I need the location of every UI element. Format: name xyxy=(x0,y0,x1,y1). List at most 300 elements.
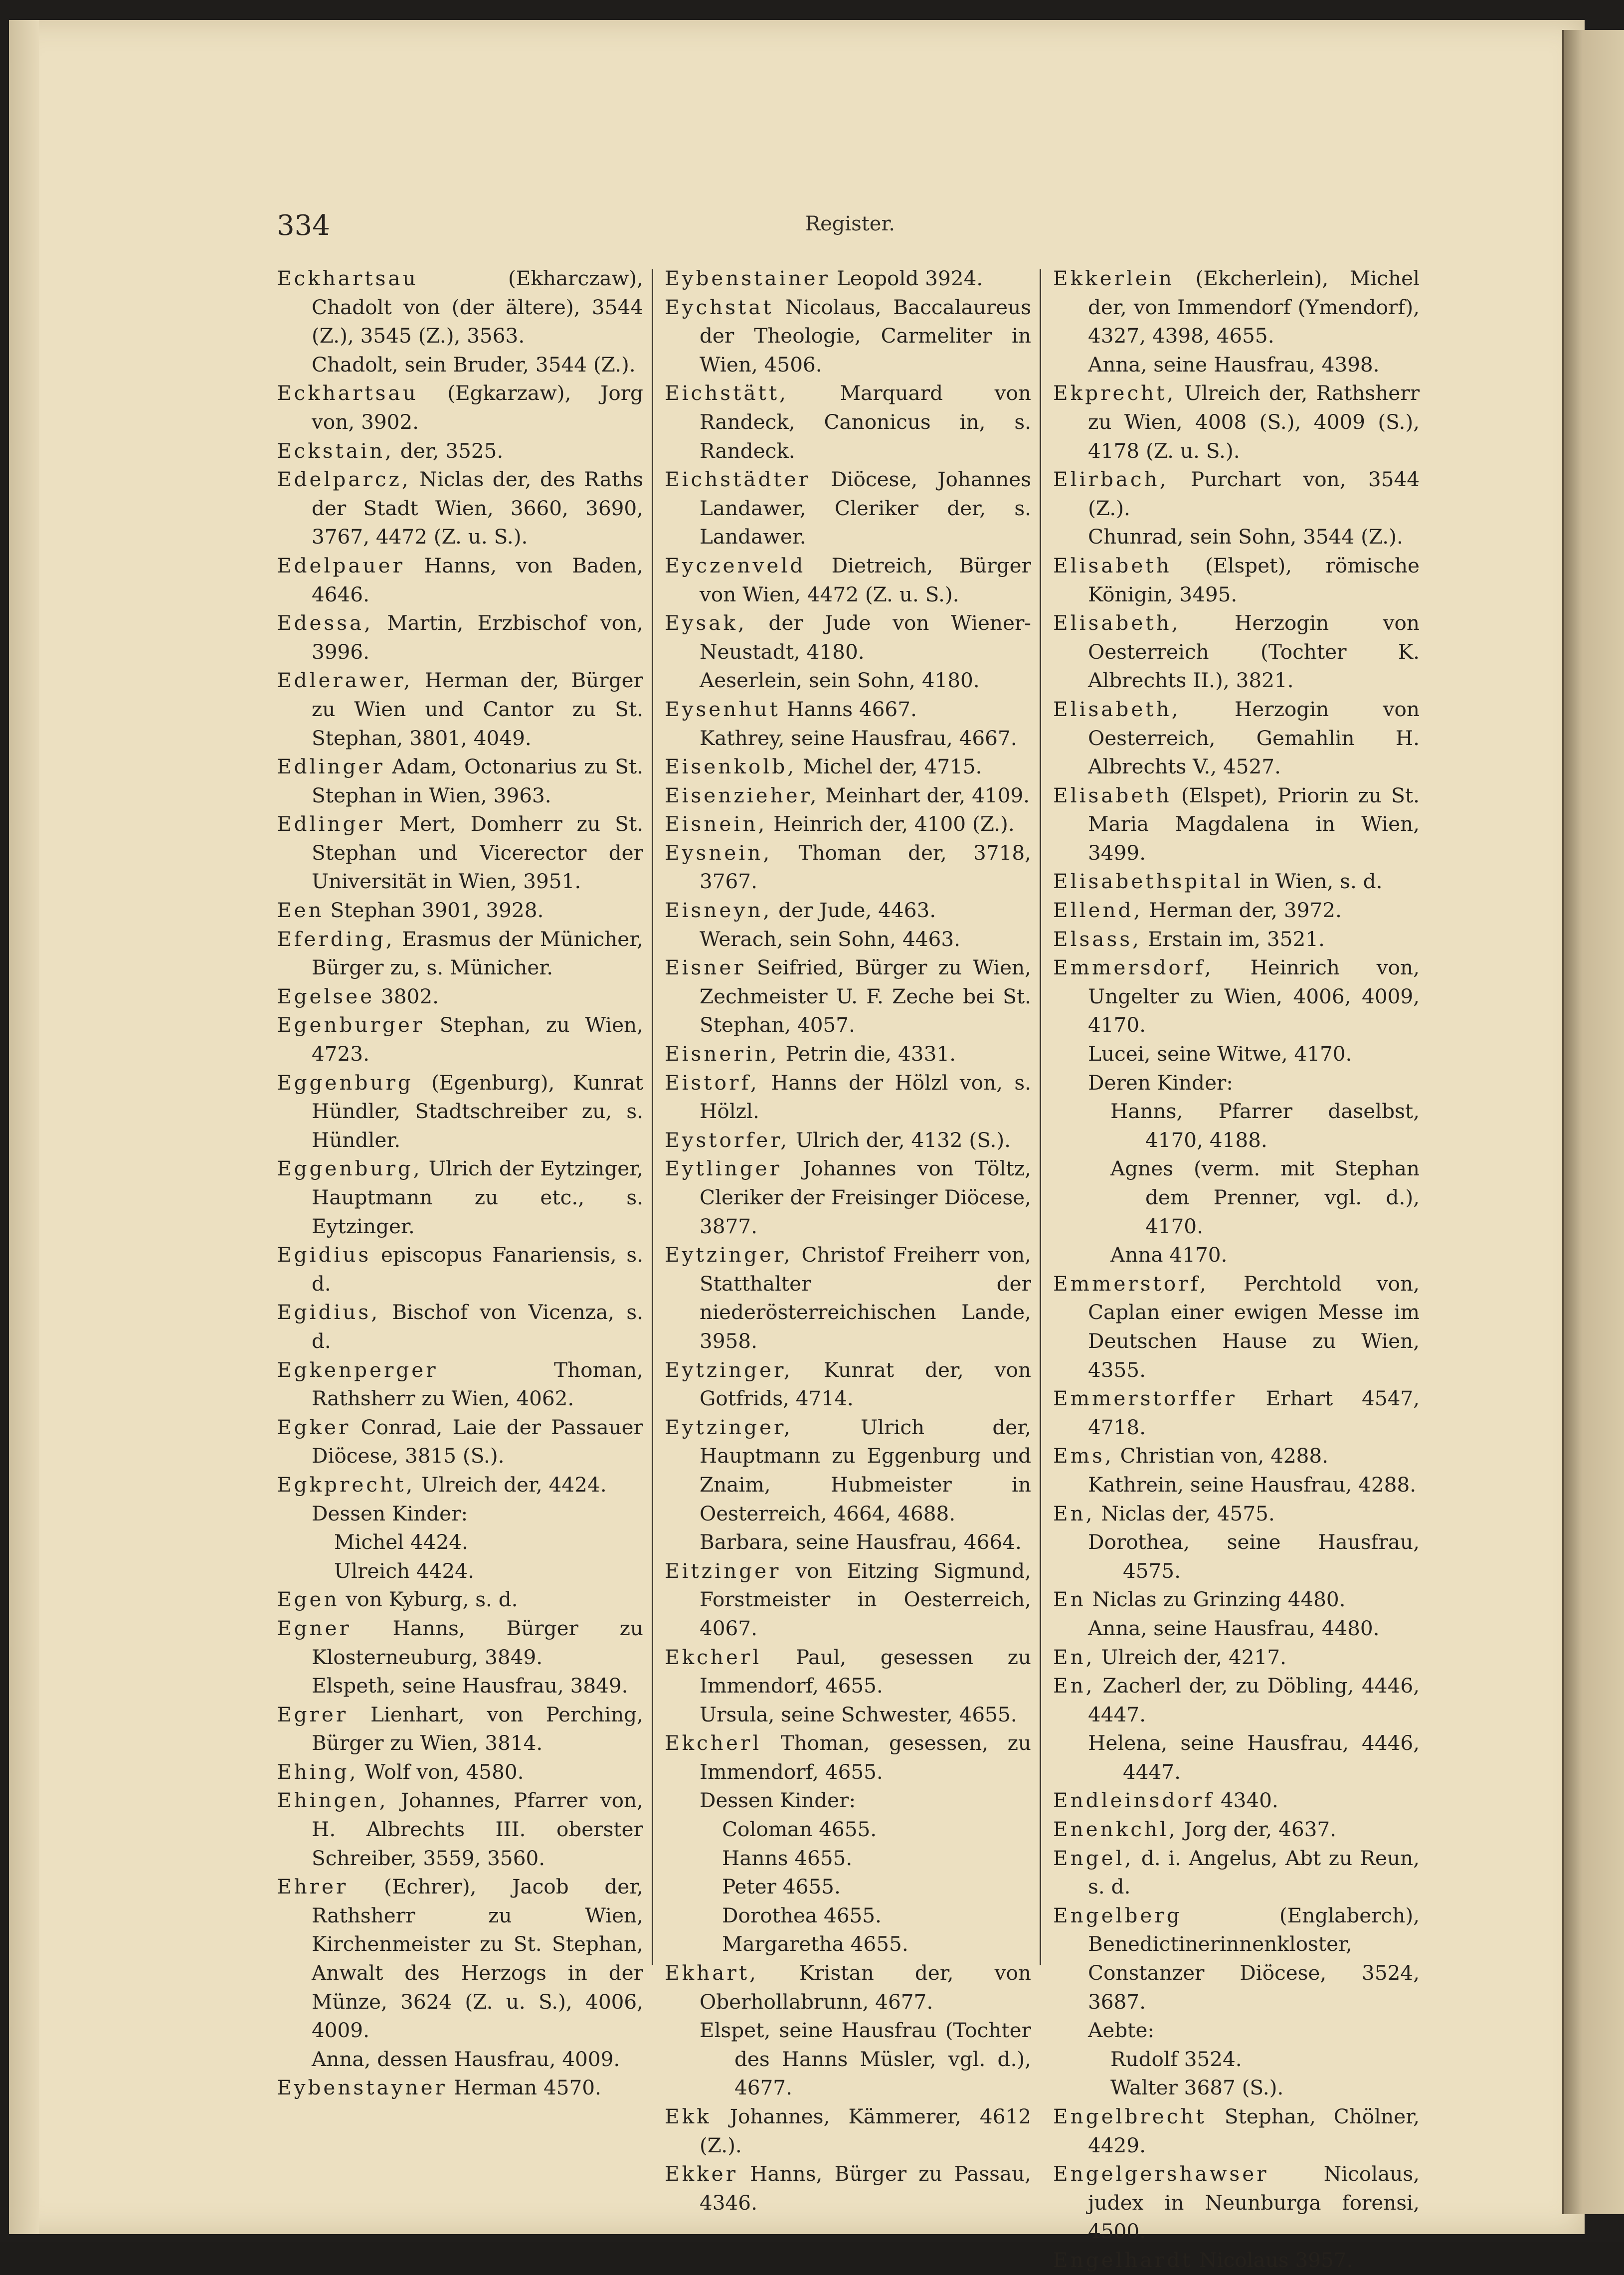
entry-text: Ulrich der, Hauptmann zu Eggenburg und Znaim, Hubmeister in Oesterreich, 4664, 4688. xyxy=(700,1415,1031,1525)
index-entry xyxy=(665,2102,1031,2160)
index-entry xyxy=(665,781,1031,810)
index-entry xyxy=(1053,896,1420,925)
entry-text: Paul, gesessen zu Immendorf, 4655. xyxy=(700,1645,1031,1698)
entry-text: Purchart von, 3544 (Z.). xyxy=(1088,467,1420,520)
entry-text: Stephan 3901, 3928. xyxy=(324,898,544,923)
entry-headword: Eychstat xyxy=(665,295,774,319)
index-subentry xyxy=(1053,1069,1420,1098)
entry-text: Seifried, Bürger zu Wien, Zechmeister U. F. Zeche bei St. Stephan, 4057. xyxy=(700,955,1031,1037)
entry-headword: En xyxy=(1053,1587,1086,1612)
entry-text: Petrin die, 4331. xyxy=(779,1042,956,1066)
entry-headword: Elisabeth xyxy=(1053,553,1172,577)
entry-text: Johannes, Kämmerer, 4612 (Z.). xyxy=(700,2104,1031,2157)
entry-text: (Egkarzaw), Jorg von, 3902. xyxy=(312,381,643,434)
entry-headword: Eisenzieher, xyxy=(665,783,819,807)
entry-headword: Engel, xyxy=(1053,1846,1134,1870)
entry-text: Herzogin von Oesterreich, Gemahlin H. Albrechts V., 4527. xyxy=(1088,697,1420,779)
entry-text: Deren Kinder: xyxy=(1088,1070,1233,1095)
entry-text: Rudolf 3524. xyxy=(1110,2047,1242,2071)
index-entry xyxy=(277,1356,643,1413)
entry-headword: Eisner xyxy=(665,955,746,980)
entry-text: Ursula, seine Schwester, 4655. xyxy=(700,1702,1017,1726)
entry-headword: Engelberg xyxy=(1053,1903,1182,1927)
entry-text: Mert, Domherr zu St. Stephan und Vicerector der Universität in Wien, 3951. xyxy=(312,812,643,894)
index-entry xyxy=(277,666,643,753)
entry-headword: Egker xyxy=(277,1415,351,1439)
entry-headword: Emmersdorf, xyxy=(1053,955,1214,980)
index-subentry xyxy=(1053,1614,1420,1643)
entry-headword: Ekcherl xyxy=(665,1731,762,1755)
entry-headword: Eytlinger xyxy=(665,1156,782,1181)
index-column-2 xyxy=(665,264,1031,2217)
entry-headword: Eystorfer, xyxy=(665,1128,789,1152)
entry-headword: Eckhartsau xyxy=(277,266,418,290)
entry-text: Kristan der, von Oberhollabrunn, 4677. xyxy=(700,1961,1031,2014)
next-page-edge xyxy=(1562,30,1624,2214)
index-entry xyxy=(665,695,1031,724)
index-entry xyxy=(1053,609,1420,695)
index-entry xyxy=(277,437,643,466)
index-subentry xyxy=(1053,1154,1420,1241)
entry-headword: Egidius xyxy=(277,1243,371,1267)
entry-headword: Ehrer xyxy=(277,1875,349,1899)
entry-text: Stephan, zu Wien, 4723. xyxy=(312,1013,643,1066)
index-subentry xyxy=(1053,1040,1420,1069)
entry-text: Christian von, 4288. xyxy=(1113,1444,1329,1468)
entry-text: Werach, sein Sohn, 4463. xyxy=(700,927,960,951)
index-entry xyxy=(1053,1643,1420,1672)
index-entry xyxy=(277,379,643,436)
index-entry xyxy=(277,1614,643,1672)
entry-headword: Engelbrecht xyxy=(1053,2104,1207,2128)
index-subentry xyxy=(665,724,1031,753)
index-entry xyxy=(277,1154,643,1241)
index-entry xyxy=(1053,695,1420,781)
entry-headword: Ekcherl xyxy=(665,1645,762,1669)
entry-text: Herman der, Bürger zu Wien und Cantor zu St. Stephan, 3801, 4049. xyxy=(312,668,643,750)
entry-text: der Jude, 4463. xyxy=(772,898,936,923)
entry-text: Marquard von Randeck, Canonicus in, s. Randeck. xyxy=(700,381,1031,463)
index-entry xyxy=(665,753,1031,781)
entry-headword: Ellend, xyxy=(1053,898,1143,923)
index-subentry xyxy=(665,1930,1031,1959)
entry-headword: Ehingen, xyxy=(277,1788,388,1813)
entry-headword: Eysenhut xyxy=(665,697,780,721)
entry-text: Elspeth, seine Hausfrau, 3849. xyxy=(312,1674,628,1698)
entry-headword: En, xyxy=(1053,1674,1095,1698)
entry-text: d. i. Angelus, Abt zu Reun, s. d. xyxy=(1088,1846,1420,1899)
index-entry xyxy=(1053,953,1420,1040)
index-subentry xyxy=(277,1500,643,1528)
entry-headword: Eistorf, xyxy=(665,1070,759,1095)
entry-text: (Elspet), Priorin zu St. Maria Magdalena in Wien, 3499. xyxy=(1088,783,1420,865)
index-entry xyxy=(665,1557,1031,1643)
entry-text: (Elspet), römische Königin, 3495. xyxy=(1088,553,1420,606)
index-entry xyxy=(1053,1672,1420,1729)
entry-headword: Engelhardt xyxy=(1053,2248,1193,2272)
entry-text: Anna 4170. xyxy=(1110,1243,1228,1267)
entry-text: Peter 4655. xyxy=(722,1875,841,1899)
page-number: 334 xyxy=(277,209,330,242)
entry-headword: Eckhartsau xyxy=(277,381,418,405)
index-entry xyxy=(665,293,1031,379)
entry-text: von Kyburg, s. d. xyxy=(339,1587,518,1612)
index-subentry xyxy=(665,1786,1031,1815)
entry-text: Helena, seine Hausfrau, 4446, 4447. xyxy=(1088,1731,1420,1784)
index-entry xyxy=(277,609,643,666)
index-subentry xyxy=(1053,351,1420,379)
entry-text: Dessen Kinder: xyxy=(700,1788,856,1813)
entry-text: Stephan, Chölner, 4429. xyxy=(1088,2104,1420,2157)
index-entry xyxy=(665,896,1031,925)
entry-text: 3802. xyxy=(374,984,439,1008)
entry-text: Diöcese, Johannes Landawer, Cleriker der, s. Landawer. xyxy=(700,467,1031,549)
entry-headword: Elisabeth, xyxy=(1053,611,1181,635)
entry-text: Nicolaus, judex in Neunburga forensi, 4500. xyxy=(1088,2162,1420,2244)
entry-text: Kunrat der, von Gotfrids, 4714. xyxy=(700,1357,1031,1411)
entry-headword: Eisneyn, xyxy=(665,898,772,923)
index-entry xyxy=(1053,1901,1420,2016)
index-entry xyxy=(665,839,1031,896)
entry-text: Leopold 3924. xyxy=(830,266,983,290)
entry-text: Ulreich 4424. xyxy=(334,1558,474,1583)
index-entry xyxy=(1053,1585,1420,1614)
column-rule xyxy=(652,269,653,1965)
index-subentry xyxy=(1053,523,1420,552)
index-entry xyxy=(1053,264,1420,351)
entry-text: Hanns 4655. xyxy=(722,1846,853,1870)
entry-text: Thoman, gesessen, zu Immendorf, 4655. xyxy=(700,1731,1031,1784)
entry-text: Johannes, Pfarrer von, H. Albrechts III. oberster Schreiber, 3559, 3560. xyxy=(312,1788,643,1870)
entry-text: Hanns, Pfarrer daselbst, 4170, 4188. xyxy=(1110,1099,1420,1152)
index-entry xyxy=(277,925,643,982)
entry-headword: Eybenstayner xyxy=(277,2076,447,2100)
entry-text: Ulrich der, 4132 (S.). xyxy=(789,1128,1011,1152)
index-subentry xyxy=(1053,1528,1420,1585)
entry-headword: Edlerawer, xyxy=(277,668,413,693)
index-entry xyxy=(665,1154,1031,1241)
entry-headword: Eichstädter xyxy=(665,467,811,492)
entry-text: Kathrey, seine Hausfrau, 4667. xyxy=(700,726,1017,750)
entry-text: (Ekcherlein), Michel der, von Immendorf (Ymendorf), 4327, 4398, 4655. xyxy=(1088,266,1420,348)
entry-headword: Eggenburg, xyxy=(277,1156,422,1181)
index-subentry xyxy=(665,1901,1031,1930)
index-entry xyxy=(277,753,643,810)
entry-headword: Ehing, xyxy=(277,1759,359,1784)
entry-text: Dietreich, Bürger von Wien, 4472 (Z. u. S.). xyxy=(700,553,1031,606)
index-entry xyxy=(665,1241,1031,1355)
entry-headword: Ems, xyxy=(1053,1444,1114,1468)
entry-text: Meinhart der, 4109. xyxy=(819,783,1030,807)
entry-headword: Enenkchl, xyxy=(1053,1817,1178,1842)
entry-text: Coloman 4655. xyxy=(722,1817,877,1842)
entry-text: Conrad, Laie der Passauer Diöcese, 3815 (S.). xyxy=(312,1415,643,1468)
index-entry xyxy=(277,1471,643,1500)
index-entry xyxy=(665,1959,1031,2016)
index-entry xyxy=(665,1126,1031,1155)
entry-headword: Ekhart, xyxy=(665,1961,758,1985)
index-entry xyxy=(1053,1815,1420,1844)
entry-text: Erasmus der Münicher, Bürger zu, s. Münicher. xyxy=(312,927,643,980)
entry-text: von Eitzing Sigmund, Forstmeister in Oesterreich, 4067. xyxy=(700,1558,1031,1640)
index-entry xyxy=(277,896,643,925)
entry-text: Herman 4570. xyxy=(447,2076,601,2100)
entry-text: Anna, seine Hausfrau, 4398. xyxy=(1088,352,1380,377)
entry-headword: Edelpauer xyxy=(277,553,405,577)
index-column-1 xyxy=(277,264,643,2102)
entry-headword: Eggenburg xyxy=(277,1070,413,1095)
index-entry xyxy=(277,2074,643,2102)
index-entry xyxy=(1053,1442,1420,1471)
entry-headword: Eytzinger, xyxy=(665,1243,793,1267)
entry-headword: Eitzinger xyxy=(665,1558,781,1583)
index-subentry xyxy=(1053,1097,1420,1154)
entry-text: Aeserlein, sein Sohn, 4180. xyxy=(700,668,980,693)
entry-text: Ulrich der Eytzinger, Hauptmann zu etc., s. Eytzinger. xyxy=(312,1156,643,1238)
entry-text: Michel der, 4715. xyxy=(796,755,982,779)
index-entry xyxy=(277,1758,643,1787)
index-entry xyxy=(277,552,643,609)
index-subentry xyxy=(1053,1241,1420,1270)
index-entry xyxy=(1053,2246,1420,2275)
entry-text: (Egenburg), Kunrat Hündler, Stadtschreiber zu, s. Hündler. xyxy=(312,1070,643,1152)
entry-headword: Eckstain, xyxy=(277,438,394,463)
entry-text: Lienhart, von Perching, Bürger zu Wien, 3814. xyxy=(312,1702,643,1755)
entry-text: Heinrich von, Ungelter zu Wien, 4006, 4009, 4170. xyxy=(1088,955,1420,1037)
entry-text: Erstain im, 3521. xyxy=(1141,927,1325,951)
index-entry xyxy=(277,1873,643,2045)
index-entry xyxy=(665,1356,1031,1413)
index-subentry xyxy=(665,1844,1031,1873)
index-entry xyxy=(1053,1270,1420,1384)
entry-text: Anna, seine Hausfrau, 4480. xyxy=(1088,1616,1380,1640)
entry-headword: Emmerstorffer xyxy=(1053,1386,1237,1411)
entry-text: Hanns, Bürger zu Klosterneuburg, 3849. xyxy=(312,1616,643,1669)
index-entry xyxy=(1053,2102,1420,2160)
entry-text: Niclas der, des Raths der Stadt Wien, 3660, 3690, 3767, 4472 (Z. u. S.). xyxy=(312,467,643,549)
entry-text: 4340. xyxy=(1214,1788,1278,1813)
entry-headword: En, xyxy=(1053,1645,1095,1669)
entry-text: Michel 4424. xyxy=(334,1530,468,1554)
index-subentry xyxy=(665,2016,1031,2102)
entry-text: Niclas zu Grinzing 4480. xyxy=(1085,1587,1346,1612)
index-subentry xyxy=(1053,2074,1420,2102)
index-entry xyxy=(1053,552,1420,609)
entry-text: Ulreich der, Rathsherr zu Wien, 4008 (S.), 4009 (S.), 4178 (Z. u. S.). xyxy=(1088,381,1420,463)
entry-headword: Ekprecht, xyxy=(1053,381,1176,405)
entry-text: (Englaberch), Benedictinerinnenkloster, Constanzer Diöcese, 3524, 3687. xyxy=(1088,1903,1420,2014)
entry-text: Heinrich der, 4100 (Z.). xyxy=(767,812,1015,836)
entry-headword: Eysak, xyxy=(665,611,747,635)
entry-text: Wolf von, 4580. xyxy=(358,1759,524,1784)
index-subentry xyxy=(665,1528,1031,1557)
entry-text: Zacherl der, zu Döbling, 4446, 4447. xyxy=(1088,1674,1420,1726)
entry-text: Dorothea, seine Hausfrau, 4575. xyxy=(1088,1530,1420,1583)
entry-headword: Een xyxy=(277,898,324,923)
running-title: Register. xyxy=(805,212,895,235)
entry-headword: Egkprecht, xyxy=(277,1472,415,1497)
index-column-3 xyxy=(1053,264,1420,2275)
entry-headword: Ekk xyxy=(665,2104,712,2128)
entry-text: Elspet, seine Hausfrau (Tochter des Hanns Müsler, vgl. d.), 4677. xyxy=(700,2018,1031,2100)
index-entry xyxy=(277,982,643,1011)
index-entry xyxy=(1053,925,1420,954)
entry-headword: Eysnein, xyxy=(665,840,772,865)
entry-headword: Elisabeth xyxy=(1053,783,1172,807)
entry-text: Niclas der, 4575. xyxy=(1094,1501,1275,1525)
entry-headword: Egner xyxy=(277,1616,352,1640)
index-subentry xyxy=(665,1701,1031,1729)
index-entry xyxy=(277,810,643,896)
entry-text: Bischof von Vicenza, s. d. xyxy=(312,1300,643,1353)
index-entry xyxy=(665,465,1031,552)
entry-text: Ulreich der, 4424. xyxy=(415,1472,607,1497)
entry-text: Thoman der, 3718, 3767. xyxy=(700,840,1031,894)
entry-text: Chadolt, sein Bruder, 3544 (Z.). xyxy=(312,352,636,377)
entry-text: Dessen Kinder: xyxy=(312,1501,468,1525)
entry-text: Agnes (verm. mit Stephan dem Prenner, vgl. d.), 4170. xyxy=(1110,1156,1420,1238)
entry-headword: Ekkerlein xyxy=(1053,266,1174,290)
index-entry xyxy=(277,1011,643,1068)
entry-headword: Elisabeth, xyxy=(1053,697,1181,721)
entry-headword: Elisabethspital xyxy=(1053,869,1243,894)
entry-text: Herman der, 3972. xyxy=(1142,898,1342,923)
index-subentry xyxy=(1053,1729,1420,1786)
index-entry xyxy=(277,1413,643,1471)
entry-text: Margaretha 4655. xyxy=(722,1932,908,1956)
entry-text: Anna, dessen Hausfrau, 4009. xyxy=(312,2047,620,2071)
index-entry xyxy=(1053,781,1420,868)
index-entry xyxy=(277,1069,643,1155)
index-subentry xyxy=(665,1815,1031,1844)
entry-headword: Edelparcz, xyxy=(277,467,411,492)
index-entry xyxy=(665,609,1031,666)
index-entry xyxy=(665,2160,1031,2217)
entry-headword: Eferding, xyxy=(277,927,395,951)
index-entry xyxy=(665,1643,1031,1701)
entry-text: Nicolaus, Baccalaureus der Theologie, Carmeliter in Wien, 4506. xyxy=(700,295,1031,377)
index-entry xyxy=(665,810,1031,839)
entry-text: der Jude von Wiener-Neustadt, 4180. xyxy=(700,611,1031,664)
entry-text: Perchtold von, Caplan einer ewigen Messe im Deutschen Hause zu Wien, 4355. xyxy=(1088,1271,1420,1382)
entry-text: in Wien, s. d. xyxy=(1243,869,1383,894)
entry-text: Hanns 4667. xyxy=(780,697,917,721)
entry-headword: Egkenperger xyxy=(277,1357,438,1382)
entry-text: Aebte: xyxy=(1088,2018,1155,2043)
index-entry xyxy=(1053,1500,1420,1528)
index-entry xyxy=(277,465,643,552)
entry-text: Herzogin von Oesterreich (Tochter K. Albrechts II.), 3821. xyxy=(1088,611,1420,693)
entry-text: Walter 3687 (S.). xyxy=(1110,2076,1284,2100)
index-entry xyxy=(277,1701,643,1758)
index-entry xyxy=(1053,1384,1420,1442)
entry-text: Hanns der Hölzl von, s. Hölzl. xyxy=(700,1070,1031,1124)
entry-text: Johannes von Töltz, Cleriker der Freisinger Diöcese, 3877. xyxy=(700,1156,1031,1238)
entry-text: Hanns, Bürger zu Passau, 4346. xyxy=(700,2162,1031,2215)
index-subentry xyxy=(1053,1471,1420,1500)
entry-headword: Eisnerin, xyxy=(665,1042,779,1066)
index-subentry xyxy=(665,1873,1031,1901)
entry-headword: Ekker xyxy=(665,2162,738,2186)
entry-headword: Edessa, xyxy=(277,611,373,635)
entry-text: Erhart 4547, 4718. xyxy=(1088,1386,1420,1439)
index-entry xyxy=(1053,1844,1420,1901)
index-entry xyxy=(665,1729,1031,1786)
entry-headword: Egen xyxy=(277,1587,340,1612)
entry-headword: Elsass, xyxy=(1053,927,1141,951)
page-header xyxy=(277,209,1489,242)
entry-headword: Engelgershawser xyxy=(1053,2162,1269,2186)
index-entry xyxy=(277,1241,643,1298)
index-entry xyxy=(1053,867,1420,896)
entry-headword: Egenburger xyxy=(277,1013,425,1037)
entry-headword: Egidius, xyxy=(277,1300,380,1325)
index-entry xyxy=(665,379,1031,465)
entry-text: Dorothea 4655. xyxy=(722,1903,882,1927)
entry-headword: Edlinger xyxy=(277,755,385,779)
entry-text: Thoman, Rathsherr zu Wien, 4062. xyxy=(312,1357,643,1411)
index-entry xyxy=(665,552,1031,609)
entry-headword: Edlinger xyxy=(277,812,385,836)
entry-text: Martin, Erzbischof von, 3996. xyxy=(312,611,643,664)
index-subentry xyxy=(277,1528,643,1557)
entry-headword: Endleinsdorf xyxy=(1053,1788,1214,1813)
entry-headword: Egrer xyxy=(277,1702,349,1726)
entry-headword: Emmerstorf, xyxy=(1053,1271,1209,1296)
index-entry xyxy=(277,1786,643,1873)
index-subentry xyxy=(1053,2016,1420,2045)
index-subentry xyxy=(1053,2045,1420,2074)
index-entry xyxy=(665,264,1031,293)
entry-headword: En, xyxy=(1053,1501,1095,1525)
page-gutter xyxy=(9,20,39,2234)
entry-headword: Eyczenveld xyxy=(665,553,806,577)
entry-headword: Eytzinger, xyxy=(665,1415,793,1439)
entry-headword: Elirbach, xyxy=(1053,467,1169,492)
entry-text: Adam, Octonarius zu St. Stephan in Wien, 3963. xyxy=(312,755,643,807)
entry-text: der, 3525. xyxy=(393,438,504,463)
index-entry xyxy=(665,1413,1031,1528)
entry-text: (Ekharczaw), Chadolt von (der ältere), 3544 (Z.), 3545 (Z.), 3563. xyxy=(312,266,643,348)
entry-headword: Egelsee xyxy=(277,984,375,1008)
entry-text: Lucei, seine Witwe, 4170. xyxy=(1088,1042,1352,1066)
index-entry xyxy=(1053,2160,1420,2246)
entry-text: Barbara, seine Hausfrau, 4664. xyxy=(700,1530,1022,1554)
entry-text: Nicolaus 3957. xyxy=(1193,2248,1353,2272)
index-entry xyxy=(277,1585,643,1614)
entry-headword: Eybenstainer xyxy=(665,266,830,290)
index-subentry xyxy=(277,351,643,379)
entry-headword: Eytzinger, xyxy=(665,1357,793,1382)
entry-text: Chunrad, sein Sohn, 3544 (Z.). xyxy=(1088,525,1403,549)
entry-text: Ulreich der, 4217. xyxy=(1094,1645,1286,1669)
index-subentry xyxy=(277,2045,643,2074)
entry-text: Christof Freiherr von, Statthalter der niederösterreichischen Lande, 3958. xyxy=(700,1243,1031,1353)
index-subentry xyxy=(665,666,1031,695)
index-entry xyxy=(277,1298,643,1355)
index-entry xyxy=(1053,465,1420,523)
entry-text: (Echrer), Jacob der, Rathsherr zu Wien, Kirchenmeister zu St. Stephan, Anwalt des Herzogs in der Münze, 3624 (Z. u. S.), 4006, 4009. xyxy=(312,1875,643,2043)
entry-headword: Eichstätt, xyxy=(665,381,788,405)
entry-headword: Eisnein, xyxy=(665,812,767,836)
index-subentry xyxy=(277,1672,643,1701)
entry-text: Kathrein, seine Hausfrau, 4288. xyxy=(1088,1472,1417,1497)
entry-headword: Eisenkolb, xyxy=(665,755,797,779)
index-subentry xyxy=(665,925,1031,954)
column-rule xyxy=(1040,269,1041,1965)
index-entry xyxy=(665,1069,1031,1126)
index-entry xyxy=(665,953,1031,1040)
